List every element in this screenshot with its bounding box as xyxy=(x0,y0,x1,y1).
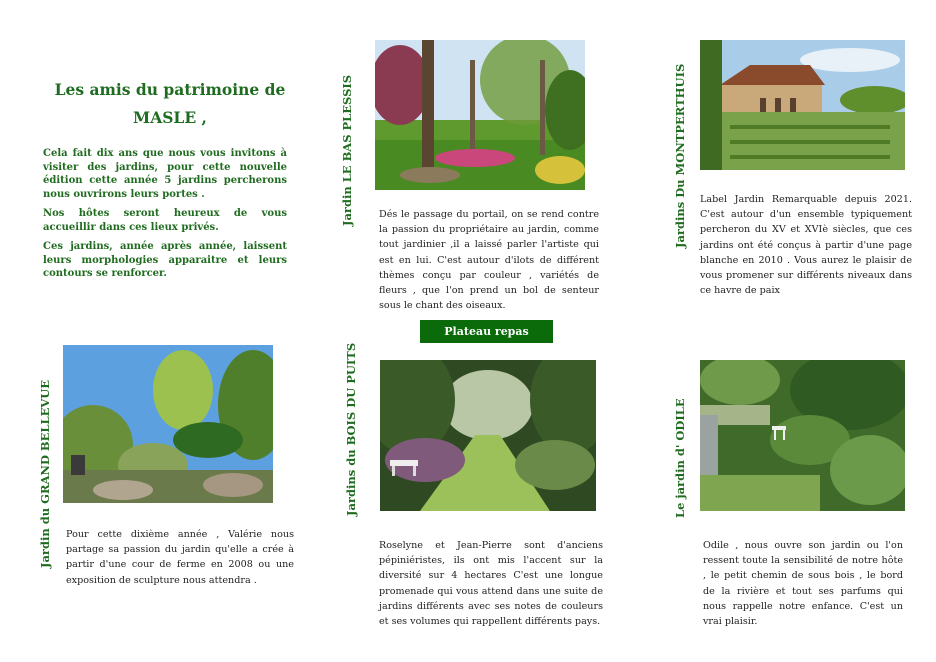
garden-label-bois-du-puits: Jardins du BOIS DU PUITS xyxy=(344,342,358,516)
rock-garden-photo xyxy=(63,345,273,503)
garden-desc-odile: Odile , nous ouvre son jardin ou l'on ressent toute la sensibilité de notre hôte , le petit chemin de sous bois , le bord de la rivière et tout ses parfums qui nous rappelle notre enfance. C'est un vrai plaisir. xyxy=(703,540,903,628)
title-line-2: MASLE , xyxy=(133,108,207,127)
intro-paragraph: Nos hôtes seront heureux de vous accueillir dans ces lieux privés. xyxy=(43,208,287,233)
garden-desc-montperthuis: Label Jardin Remarquable depuis 2021. C'est autour d'un ensemble typiquement percheron du XV et XVIè siècles, que ces jardins ont été conçus à partir d'une page blanche en 2010 . Vous aurez le plaisir de vous promener sur différents niveaux dans ce havre de paix xyxy=(700,194,912,297)
garden-lawn-trees-photo xyxy=(375,40,585,190)
intro-paragraph: Cela fait dix ans que nous vous invitons à visiter des jardins, pour cette nouvelle édition cette année 5 jardins percherons nous ouvrirons leurs portes . xyxy=(43,148,287,200)
plateau-repas-badge: Plateau repas xyxy=(420,320,553,343)
garden-path-bench-photo xyxy=(380,360,596,511)
intro-text xyxy=(43,147,287,287)
garden-desc-bas-plessis: Dés le passage du portail, on se rend contre la passion du propriétaire au jardin, comme tout jardinier ,il a laissé parler l'artiste qui est en lui. C'est autour d'ilots de différent thèmes conçu par couleur , variétés de fleurs , que l'on prend un bol de senteur sous le chant des oiseaux. xyxy=(379,209,599,312)
garden-label-grand-bellevue: Jardin du GRAND BELLEVUE xyxy=(38,379,52,568)
shade-garden-chair-photo xyxy=(700,360,905,511)
garden-label-odile: Le jardin d' ODILE xyxy=(673,398,687,518)
brochure-title xyxy=(40,76,300,132)
garden-label-montperthuis: Jardins Du MONTPERTHUIS xyxy=(673,63,687,248)
garden-desc-grand-bellevue: Pour cette dixième année , Valérie nous partage sa passion du jardin qu'elle a crée à partir d'une cour de ferme en 2008 ou une exposition de sculpture nous attendra . xyxy=(66,529,294,586)
garden-label-bas-plessis: Jardin LE BAS PLESSIS xyxy=(340,74,354,226)
manor-garden-photo xyxy=(700,40,905,170)
intro-paragraph: Ces jardins, année après année, laissent leurs morphologies apparaitre et leurs contours se renforcer. xyxy=(43,241,287,279)
title-line-1: Les amis du patrimoine de xyxy=(54,80,286,99)
garden-desc-bois-du-puits: Roselyne et Jean-Pierre sont d'anciens pépiniéristes, ils ont mis l'accent sur la diversité sur 4 hectares C'est une longue promenade qui vous attend dans une suite de jardins différents avec ses notes de couleurs et ses volumes qui rappellent différents pays. xyxy=(379,540,603,628)
